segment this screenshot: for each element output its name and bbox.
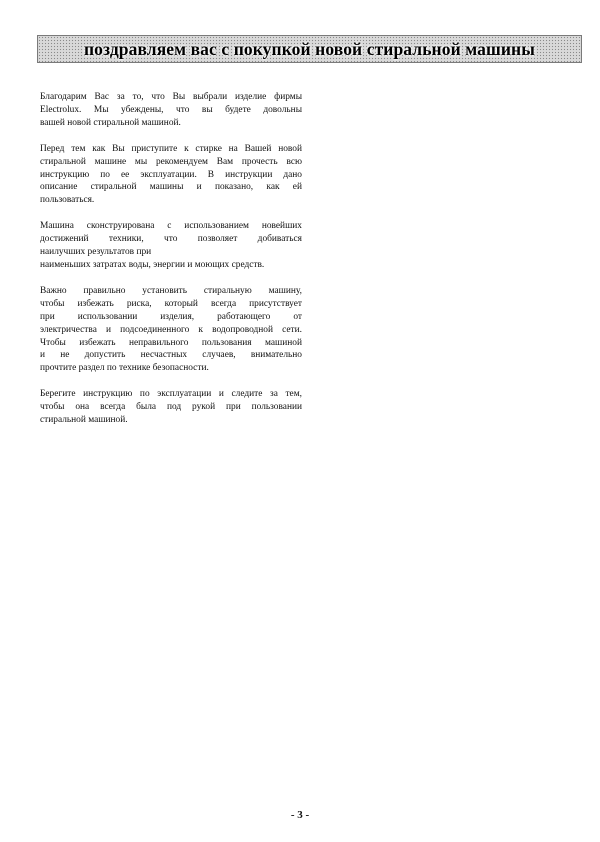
text-line: Чтобы избежать неправильного пользования машиной — [40, 337, 302, 348]
text-line: и не допустить несчастных случаев, внимательно — [40, 350, 302, 361]
text-line: вашей новой стиральной машиной. — [40, 117, 181, 128]
text-line: стиральной машине мы рекомендуем Вам прочесть всю — [40, 156, 302, 167]
page-title: поздравляем вас с покупкой новой стиральной машины — [83, 39, 536, 59]
text-line: чтобы она всегда была под рукой при пользовании — [40, 402, 302, 413]
paragraph-installation — [40, 285, 302, 375]
text-line: инструкцию по ее эксплуатации. В инструкции дано — [40, 169, 302, 180]
text-line: Electrolux. Мы убеждены, что вы будете довольны — [40, 104, 302, 115]
text-line: Перед тем как Вы приступите к стирке на Вашей новой — [40, 143, 302, 154]
text-line: Берегите инструкцию по эксплуатации и следите за тем, — [40, 389, 302, 400]
text-line: электричества и подсоединенного к водопроводной сети. — [40, 324, 302, 335]
text-line: наилучших результатов при — [40, 247, 152, 258]
text-line: достижений техники, что позволяет добиваться — [40, 234, 302, 245]
paragraph-technology — [40, 220, 302, 272]
paragraph-read-instructions — [40, 143, 302, 208]
text-line: Важно правильно установить стиральную машину, — [40, 285, 302, 296]
text-line: при использовании изделия, работающего от — [40, 311, 302, 322]
text-line: пользоваться. — [40, 195, 95, 206]
page-number: - 3 - — [290, 809, 310, 821]
paragraph-thanks — [40, 91, 302, 130]
body-text — [40, 91, 302, 427]
text-line: чтобы избежать риска, который всегда присутствует — [40, 298, 302, 309]
text-line: описание стиральной машины и показано, как ей — [40, 182, 302, 193]
text-line: стиральной машиной. — [40, 415, 128, 426]
text-line: прочтите раздел по технике безопасности. — [40, 363, 209, 374]
paragraph-keep-manual — [40, 388, 302, 427]
text-line: наименьших затратах воды, энергии и моющих средств. — [40, 259, 265, 270]
text-line: Благодарим Вас за то, что Вы выбрали изделие фирмы — [40, 92, 302, 102]
text-line: Машина сконструирована с использованием новейших — [40, 221, 302, 232]
